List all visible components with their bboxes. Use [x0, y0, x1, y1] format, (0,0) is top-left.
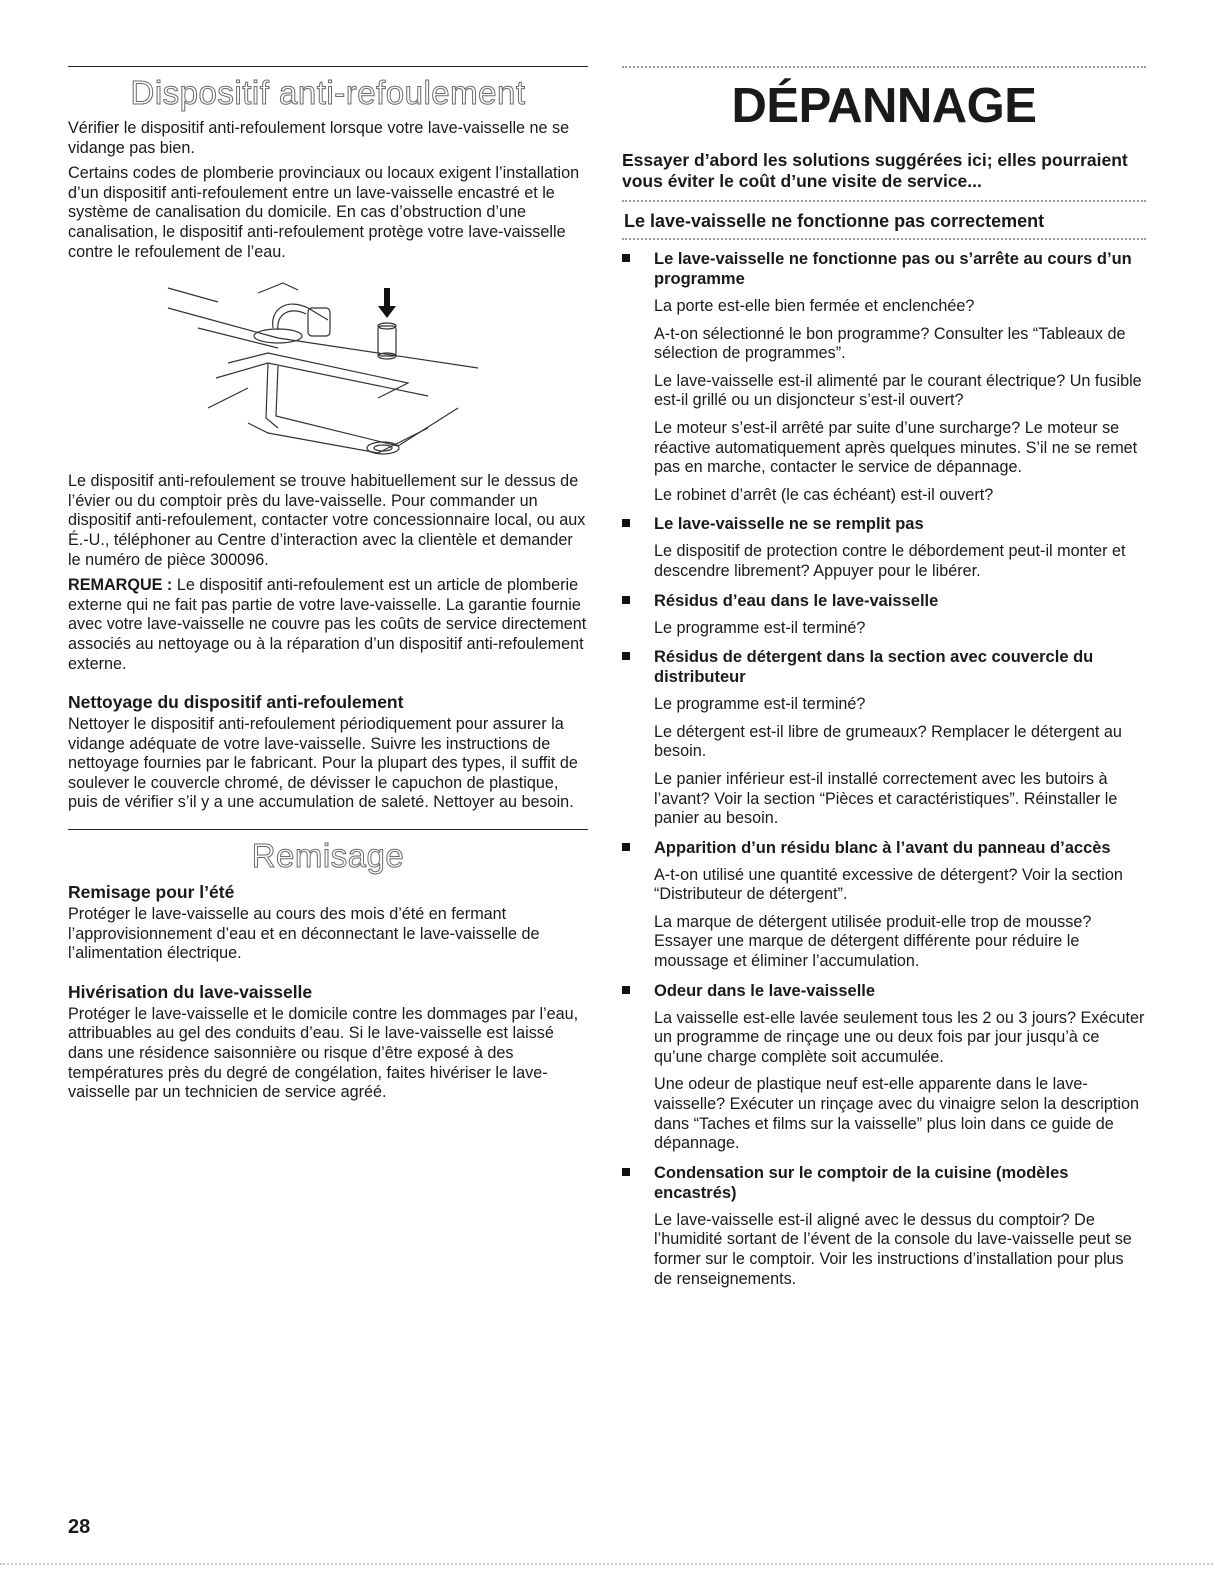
- section-title-remisage: Remisage: [251, 837, 405, 875]
- item-title: Résidus d’eau dans le lave-vaisselle: [654, 591, 939, 610]
- item-title: Apparition d’un résidu blanc à l’avant du panneau d’accès: [654, 838, 1111, 857]
- square-bullet-icon: [622, 519, 630, 527]
- troubleshooting-list: [622, 249, 1146, 1289]
- square-bullet-icon: [622, 254, 630, 262]
- item-paragraph: Le dispositif de protection contre le débordement peut-il monter et descendre librement? Appuyer pour le libérer.: [654, 542, 1126, 580]
- dotted-rule: [622, 200, 1146, 202]
- section-rule: [68, 829, 588, 830]
- cleaning-heading: Nettoyage du dispositif anti-refoulement: [68, 692, 404, 713]
- section-title-anti-refoulement: Dispositif anti-refoulement: [130, 74, 526, 111]
- item-paragraph: Le lave-vaisselle est-il aligné avec le dessus du comptoir? De l’humidité sortant de l’évent de la console du lave-vaisselle peut se former sur le comptoir. Voir les instructions d’installation pour plus de renseignements.: [654, 1210, 1132, 1288]
- item-title: Résidus de détergent dans la section avec couvercle du distributeur: [654, 648, 1094, 687]
- square-bullet-icon: [622, 1168, 630, 1176]
- air-gap-sink-illustration: [158, 268, 488, 468]
- item-paragraph: Le moteur s’est-il arrêté par suite d’une surcharge? Le moteur se réactive automatiquement après quelques minutes. S’il ne se remet pas en marche, contacter le service de dépannage.: [654, 418, 1138, 477]
- item-paragraph: La porte est-elle bien fermée et enclenchée?: [654, 297, 975, 315]
- bottom-dotted-rule: [0, 1563, 1213, 1565]
- section-rule: [68, 66, 588, 67]
- note-label: REMARQUE :: [68, 576, 173, 595]
- paragraph: Nettoyer le dispositif anti-refoulement périodiquement pour assurer la vidange adéquate de votre lave-vaisselle. Suivre les instructions de nettoyage fournies par le fabricant. Pour la plupart des types, il suffit de soulever le couvercle chromé, de dévisser le capuchon de plastique, puis de vérifier s’il y a une accumulation de saleté. Nettoyer au besoin.: [68, 715, 578, 812]
- item-paragraph: A-t-on sélectionné le bon programme? Consulter les “Tableaux de sélection de programmes”.: [654, 324, 1126, 363]
- item-paragraph: Le lave-vaisselle est-il alimenté par le courant électrique? Un fusible est-il grillé ou un disjoncteur s’est-il ouvert?: [654, 371, 1142, 410]
- troubleshooting-item: [622, 981, 1146, 1154]
- item-title: Odeur dans le lave-vaisselle: [654, 981, 876, 1000]
- left-column: [68, 66, 588, 1109]
- summer-storage-heading: Remisage pour l’été: [68, 882, 235, 903]
- item-paragraph: Le détergent est-il libre de grumeaux? Remplacer le détergent au besoin.: [654, 722, 1122, 761]
- item-paragraph: Une odeur de plastique neuf est-elle apparente dans le lave-vaisselle? Exécuter un rinçage avec du vinaigre selon la description dans “Taches et films sur la vaisselle” plus loin dans ce guide de dépannage.: [654, 1075, 1140, 1153]
- winterizing-heading: Hivérisation du lave-vaisselle: [68, 981, 313, 1002]
- item-paragraph: Le programme est-il terminé?: [654, 695, 866, 714]
- square-bullet-icon: [622, 986, 630, 994]
- item-paragraph: Le robinet d’arrêt (le cas échéant) est-il ouvert?: [654, 485, 994, 504]
- paragraph: Vérifier le dispositif anti-refoulement lorsque votre lave-vaisselle ne se vidange pas bien.: [68, 119, 570, 157]
- square-bullet-icon: [622, 843, 630, 851]
- item-title: Le lave-vaisselle ne fonctionne pas ou s’arrête au cours d’un programme: [654, 250, 1132, 288]
- troubleshooting-item: [622, 838, 1146, 972]
- top-dotted-rule: [622, 66, 1146, 68]
- item-paragraph: Le programme est-il terminé?: [654, 618, 866, 637]
- subsection-title: Le lave-vaisselle ne fonctionne pas correctement: [624, 211, 1045, 231]
- paragraph: Le dispositif anti-refoulement se trouve habituellement sur le dessus de l’évier ou du comptoir près du lave-vaisselle. Pour commander un dispositif anti-refoulement, contacter votre concessionnaire local, ou aux É.-U., téléphoner au Centre d’interaction avec la clientèle et demander le numéro de pièce 300096.: [68, 472, 586, 569]
- item-paragraph: Le panier inférieur est-il installé correctement avec les butoirs à l’avant? Voir la section “Pièces et caractéristiques”. Réinstaller le panier au besoin.: [654, 769, 1118, 828]
- item-paragraph: La marque de détergent utilisée produit-elle trop de mousse? Essayer une marque de détergent différente pour réduire le moussage et éliminer l’accumulation.: [654, 912, 1092, 971]
- item-paragraph: A-t-on utilisé une quantité excessive de détergent? Voir la section “Distributeur de détergent”.: [654, 865, 1123, 904]
- note-text: Le dispositif anti-refoulement est un article de plomberie externe qui ne fait pas partie de votre lave-vaisselle. La garantie fournie avec votre lave-vaisselle ne couvre pas les coûts de service directement associés au nettoyage ou à la réparation d’un dispositif anti-refoulement externe.: [68, 576, 587, 673]
- troubleshooting-item: [622, 249, 1146, 505]
- paragraph: Certains codes de plomberie provinciaux ou locaux exigent l’installation d’un dispositif anti-refoulement entre un lave-vaisselle encastré et le système de canalisation du domicile. En cas d’obstruction d’une canalisation, le dispositif anti-refoulement protège votre lave-vaisselle contre le refoulement de l’eau.: [68, 164, 580, 261]
- intro-text: Essayer d’abord les solutions suggérées ici; elles pourraient vous éviter le coût d’une visite de service...: [622, 150, 1128, 191]
- item-title: Le lave-vaisselle ne se remplit pas: [654, 515, 924, 534]
- square-bullet-icon: [622, 596, 630, 604]
- troubleshooting-item: [622, 647, 1146, 829]
- troubleshooting-item: [622, 591, 1146, 639]
- paragraph: Protéger le lave-vaisselle et le domicile contre les dommages par l’eau, attribuables au gel des conduits d’eau. Si le lave-vaisselle est laissé dans une résidence saisonnière ou risque d’être exposé à des températures près du degré de congélation, faites hivériser le lave-vaisselle par un technicien de service agréé.: [68, 1004, 579, 1102]
- troubleshooting-item: [622, 1163, 1146, 1289]
- note-paragraph: [68, 576, 588, 674]
- page-title: DÉPANNAGE: [731, 79, 1037, 133]
- dotted-rule: [622, 238, 1146, 240]
- item-paragraph: La vaisselle est-elle lavée seulement tous les 2 ou 3 jours? Exécuter un programme de rinçage une ou deux fois par jour jusqu’à ce qu’une charge complète soit accumulée.: [654, 1008, 1145, 1066]
- page-number: 28: [68, 1516, 91, 1538]
- item-title: Condensation sur le comptoir de la cuisine (modèles encastrés): [654, 1163, 1069, 1202]
- paragraph: Protéger le lave-vaisselle au cours des mois d’été en fermant l’approvisionnement d’eau et en déconnectant le lave-vaisselle de l’alimentation électrique.: [68, 905, 540, 963]
- troubleshooting-item: [622, 514, 1146, 581]
- square-bullet-icon: [622, 652, 630, 660]
- right-column: [622, 66, 1146, 1297]
